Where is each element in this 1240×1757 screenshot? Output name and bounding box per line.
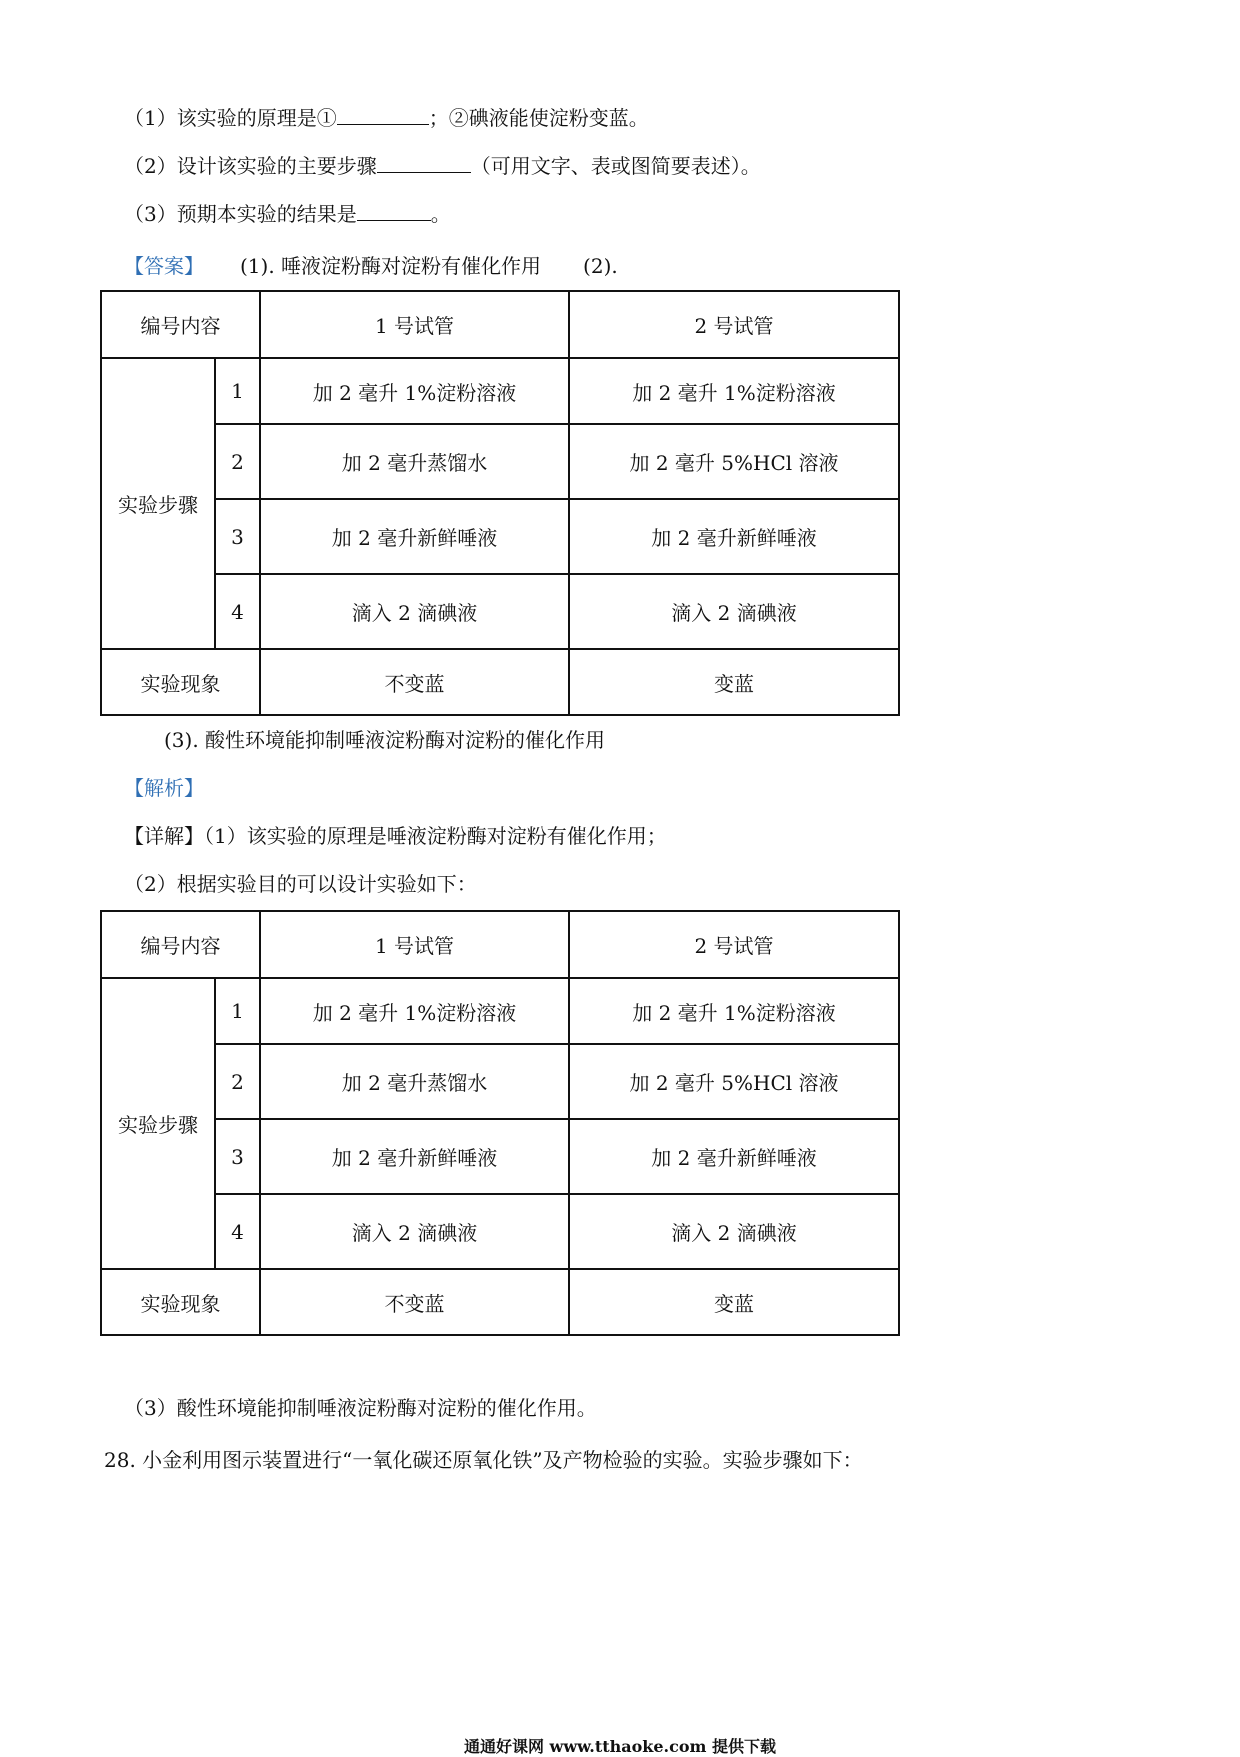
header-cell: 编号内容 bbox=[101, 291, 260, 358]
tube2-cell: 加 2 毫升新鲜唾液 bbox=[569, 1119, 899, 1194]
tube2-cell: 加 2 毫升 5%HCl 溶液 bbox=[569, 1044, 899, 1119]
header-cell: 1 号试管 bbox=[260, 291, 569, 358]
tube1-cell: 加 2 毫升 1%淀粉溶液 bbox=[260, 358, 569, 424]
footer: 通通好课网 www.tthaoke.com 提供下载 bbox=[463, 1737, 777, 1756]
step-number: 4 bbox=[215, 574, 260, 649]
tube1-cell: 加 2 毫升蒸馏水 bbox=[260, 1044, 569, 1119]
result-cell: 变蓝 bbox=[569, 1269, 899, 1335]
result-label: 实验现象 bbox=[101, 1269, 260, 1335]
tube1-cell: 滴入 2 滴碘液 bbox=[260, 1194, 569, 1269]
next-question: 28. 小金利用图示装置进行“一氧化碳还原氧化铁”及产物检验的实验。实验步骤如下： bbox=[104, 1448, 863, 1472]
header-cell: 2 号试管 bbox=[569, 291, 899, 358]
header-cell: 编号内容 bbox=[101, 911, 260, 978]
step-number: 1 bbox=[215, 978, 260, 1044]
question-1: （1）该实验的原理是① ；②碘液能使淀粉变蓝。 bbox=[124, 106, 649, 130]
detail-line-2: （2）根据实验目的可以设计实验如下： bbox=[124, 872, 477, 896]
result-label: 实验现象 bbox=[101, 649, 260, 715]
step-number: 1 bbox=[215, 358, 260, 424]
tube1-cell: 加 2 毫升新鲜唾液 bbox=[260, 499, 569, 574]
result-cell: 不变蓝 bbox=[260, 649, 569, 715]
question-3: （3）预期本实验的结果是 。 bbox=[124, 202, 451, 226]
detail-label: 【详解】 bbox=[124, 824, 204, 848]
experiment-table-answer bbox=[100, 290, 900, 716]
header-cell: 1 号试管 bbox=[260, 911, 569, 978]
blank-3 bbox=[357, 202, 431, 221]
tube2-cell: 加 2 毫升新鲜唾液 bbox=[569, 499, 899, 574]
answer-label: 【答案】 bbox=[124, 254, 204, 278]
answer-part1: (1). 唾液淀粉酶对淀粉有催化作用 bbox=[240, 254, 542, 278]
analysis-label: 【解析】 bbox=[124, 776, 204, 800]
tube1-cell: 加 2 毫升新鲜唾液 bbox=[260, 1119, 569, 1194]
step-number: 2 bbox=[215, 1044, 260, 1119]
tube2-cell: 滴入 2 滴碘液 bbox=[569, 574, 899, 649]
answer-part2: (2). bbox=[583, 254, 618, 278]
tube1-cell: 加 2 毫升 1%淀粉溶液 bbox=[260, 978, 569, 1044]
step-number: 2 bbox=[215, 424, 260, 499]
detail-line-1: 【详解】（1）该实验的原理是唾液淀粉酶对淀粉有催化作用； bbox=[124, 824, 667, 848]
result-cell: 不变蓝 bbox=[260, 1269, 569, 1335]
blank-2 bbox=[377, 154, 471, 173]
step-number: 3 bbox=[215, 1119, 260, 1194]
tube2-cell: 滴入 2 滴碘液 bbox=[569, 1194, 899, 1269]
header-cell: 2 号试管 bbox=[569, 911, 899, 978]
answer-part3: (3). 酸性环境能抑制唾液淀粉酶对淀粉的催化作用 bbox=[164, 728, 606, 752]
tube1-cell: 滴入 2 滴碘液 bbox=[260, 574, 569, 649]
result-cell: 变蓝 bbox=[569, 649, 899, 715]
step-number: 4 bbox=[215, 1194, 260, 1269]
steps-label: 实验步骤 bbox=[101, 358, 215, 649]
steps-label: 实验步骤 bbox=[101, 978, 215, 1269]
answer-line bbox=[124, 252, 618, 280]
step-number: 3 bbox=[215, 499, 260, 574]
experiment-table-analysis bbox=[100, 910, 900, 1336]
question-2: （2）设计该实验的主要步骤 （可用文字、表或图简要表述）。 bbox=[124, 154, 761, 178]
tube2-cell: 加 2 毫升 1%淀粉溶液 bbox=[569, 978, 899, 1044]
tube2-cell: 加 2 毫升 1%淀粉溶液 bbox=[569, 358, 899, 424]
detail-line-3: （3）酸性环境能抑制唾液淀粉酶对淀粉的催化作用。 bbox=[124, 1396, 597, 1420]
tube1-cell: 加 2 毫升蒸馏水 bbox=[260, 424, 569, 499]
blank-1 bbox=[337, 106, 429, 125]
tube2-cell: 加 2 毫升 5%HCl 溶液 bbox=[569, 424, 899, 499]
